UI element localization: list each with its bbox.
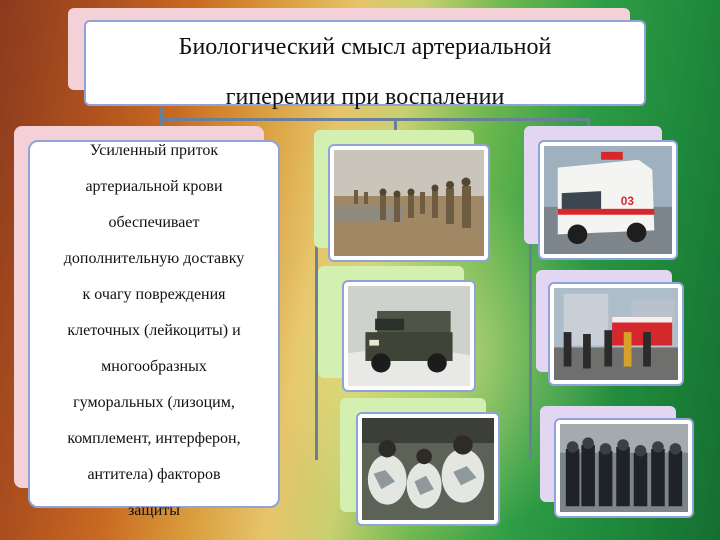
title-line-2: гиперемии при воспалении [225, 84, 505, 110]
photo-frame-rescue-team [548, 282, 684, 386]
connector-line [160, 118, 590, 121]
text-line: артериальной крови [85, 178, 223, 195]
text-line: антитела) факторов [87, 466, 221, 483]
rescue-team-icon [554, 288, 678, 380]
photo-frame-ambulance [538, 140, 678, 260]
ambulance-icon [544, 146, 672, 254]
title-line-1: Биологический смысл артериальной [178, 34, 552, 60]
text-line: клеточных (лейкоциты) и [67, 322, 241, 339]
soldiers-in-vehicle-icon [362, 418, 494, 520]
text-box [28, 140, 280, 519]
text-line: к очагу повреждения [82, 286, 226, 303]
text-line: защиты [127, 502, 181, 519]
photo-frame-riot-police [554, 418, 694, 518]
text-line: Усиленный приток [89, 142, 219, 159]
text-line: гуморальных (лизоцим, [73, 394, 235, 411]
title-box [84, 20, 646, 110]
soldiers-marching-icon [334, 150, 484, 256]
photo-frame-soldiers-in-vehicle [356, 412, 500, 526]
text-line: обеспечивает [108, 214, 200, 231]
photo-frame-armored-vehicle [342, 280, 476, 392]
text-line: дополнительную доставку [63, 250, 245, 267]
text-line: многообразных [101, 358, 207, 375]
photo-frame-soldiers-marching [328, 144, 490, 262]
armored-vehicle-icon [348, 286, 470, 386]
ambulance-number: 03 [620, 194, 634, 208]
text-line: комплемент, интерферон, [67, 430, 241, 447]
riot-police-icon [560, 424, 688, 512]
